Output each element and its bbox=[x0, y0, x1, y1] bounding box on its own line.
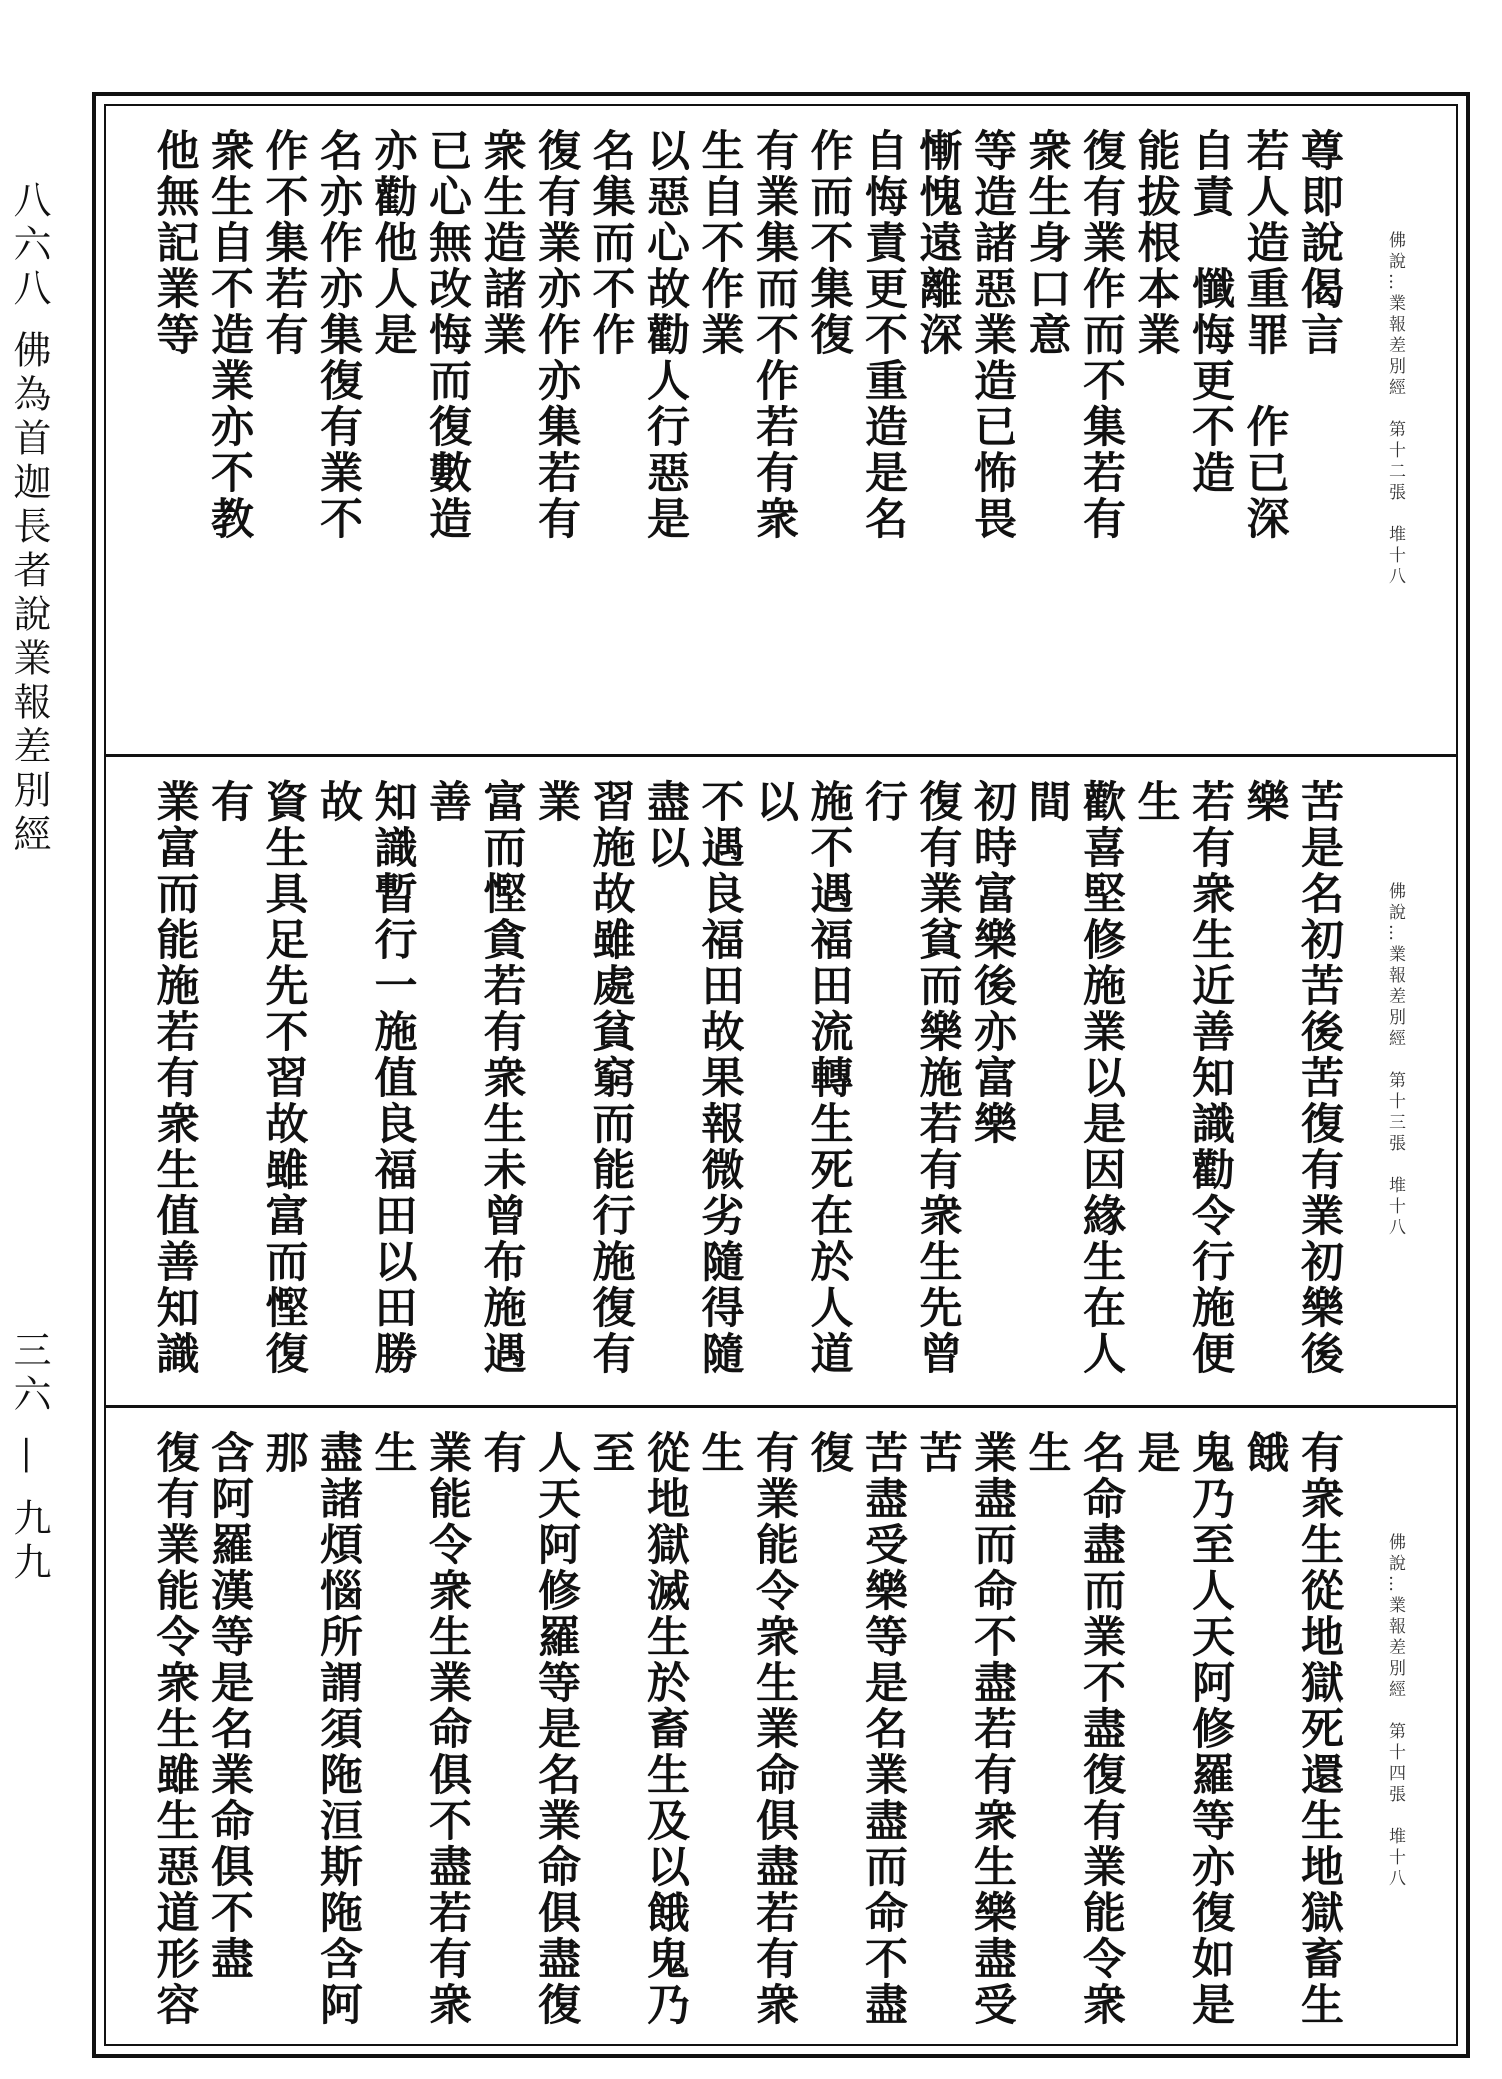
text-line: 苦盡受樂等是名業盡而命不盡復 bbox=[803, 1430, 908, 2028]
text-line: 復有業能令衆生雖生惡道形容 bbox=[149, 1430, 200, 2028]
text-line: 有衆生從地獄死還生地獄畜生餓 bbox=[1239, 1430, 1344, 2028]
panel-bottom bbox=[106, 1408, 1456, 2048]
text-line bbox=[146, 128, 147, 581]
page-frame bbox=[92, 92, 1470, 2058]
text-line: 若人造重罪 作已深自責 懺悔更不造 bbox=[1185, 128, 1290, 542]
text-line: 自悔責更不重造是名作而不集復 bbox=[803, 128, 908, 542]
text-line: 復有業作而不集若有衆生身口意 bbox=[1021, 128, 1126, 542]
text-line: 盡諸煩惱所謂須陁洹斯陁含阿那 bbox=[258, 1430, 363, 2028]
text-line: 歡喜堅修施業以是因緣生在人間 bbox=[1021, 779, 1126, 1377]
text-line: 復有業亦作亦集若有衆生造諸業 bbox=[476, 128, 581, 542]
text-line: 若有衆生近善知識勸令行施便生 bbox=[1130, 779, 1235, 1377]
text-line: 鬼乃至人天阿修羅等亦復如是是 bbox=[1130, 1430, 1235, 2028]
page-number: 八六八 bbox=[7, 180, 51, 312]
text-line: 不遇良福田故果報微劣隨得隨盡以 bbox=[640, 779, 745, 1377]
panel-middle bbox=[106, 757, 1456, 1405]
text-line: 人天阿修羅等是名業命俱盡復有 bbox=[476, 1430, 581, 2028]
text-line: 從地獄滅生於畜生及以餓鬼乃至 bbox=[585, 1430, 690, 2028]
text-line: 尊即說偈言 bbox=[1294, 128, 1344, 358]
text-line: 有業能令衆生業命俱盡若有衆生 bbox=[694, 1430, 799, 2028]
text-line: 復有業貧而樂施若有衆生先曾行 bbox=[858, 779, 963, 1377]
text-block bbox=[146, 128, 1346, 581]
text-line: 能拔根本業 bbox=[1130, 128, 1181, 358]
text-line: 苦是名初苦後苦復有業初樂後樂 bbox=[1239, 779, 1344, 1377]
book-title: 佛為首迦長者說業報差別經 bbox=[7, 330, 51, 858]
text-line: 名命盡而業不盡復有業能令衆生 bbox=[1021, 1430, 1126, 2028]
text-line: 名亦作亦集復有業不作不集若有 bbox=[258, 128, 363, 542]
text-line: 業富而能施若有衆生值善知識 bbox=[149, 779, 200, 1377]
text-line: 初時富樂後亦富樂 bbox=[967, 779, 1017, 1147]
text-line: 以惡心故勸人行惡是名集而不作 bbox=[585, 128, 690, 542]
panel-header: 佛說…業報差別經 第十三張 堆十八 bbox=[1385, 882, 1405, 1239]
text-line: 資生具足先不習故雖富而慳復有 bbox=[204, 779, 309, 1377]
panel-header: 佛說…業報差別經 第十二張 堆十八 bbox=[1385, 231, 1405, 588]
text-line: 有業集而不作若有衆生自不作業 bbox=[694, 128, 799, 542]
text-line: 含阿羅漢等是名業命俱不盡 bbox=[204, 1430, 254, 1982]
text-line: 富而慳貪若有衆生未曾布施遇善 bbox=[422, 779, 527, 1377]
text-block bbox=[146, 779, 1346, 1395]
panel-header: 佛說…業報差別經 第十四張 堆十八 bbox=[1385, 1533, 1405, 1890]
text-line: 已心無改悔而復數造亦勸他人是 bbox=[367, 128, 472, 542]
text-line: 知識暫行一施值良福田以田勝故 bbox=[313, 779, 418, 1377]
text-line: 衆生自不造業亦不教他無記業等 bbox=[149, 128, 254, 542]
text-line: 業盡而命不盡若有衆生樂盡受苦 bbox=[912, 1430, 1017, 2028]
page-frame-inner bbox=[104, 104, 1458, 2046]
text-line: 習施故雖處貧窮而能行施復有業 bbox=[531, 779, 636, 1377]
text-block bbox=[146, 1430, 1346, 2038]
text-line: 等造諸惡業造已怖畏慚愧遠離深 bbox=[912, 128, 1017, 542]
folio-number: 三六 — 九九 bbox=[7, 1330, 51, 1587]
text-line: 施不遇福田流轉生死在於人道以 bbox=[749, 779, 854, 1377]
text-line: 業能令衆生業命俱不盡若有衆生 bbox=[367, 1430, 472, 2028]
panel-top bbox=[106, 106, 1456, 591]
